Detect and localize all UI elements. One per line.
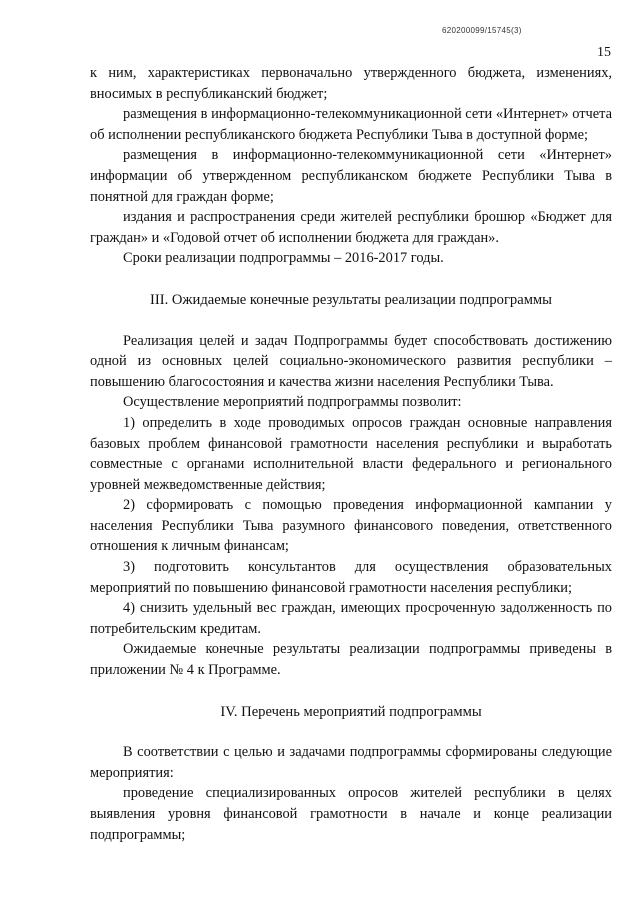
spacer [90,681,612,702]
page-number: 15 [597,45,611,60]
section-heading: IV. Перечень мероприятий подпрограммы [220,703,482,720]
paragraph: Ожидаемые конечные результаты реализации подпрограммы приведены в приложении № 4 к Программе. [90,641,612,679]
list-item: 1) определить в ходе проводимых опросов граждан основные направления базовых проблем финансовой грамотности населения республики и выработать совместные с органами исполнительной власти федерального и регионального уровней межведомственные действия; [90,414,612,493]
paragraph: к ним, характеристиках первоначально утвержденного бюджета, изменениях, вносимых в республиканский бюджет; [90,65,612,102]
spacer [90,269,612,290]
paragraph: проведение специализированных опросов жителей республики в целях выявления уровня финансовой грамотности в начале и конце реализации подпрограммы; [90,785,612,843]
paragraph: Реализация целей и задач Подпрограммы будет способствовать достижению одной из основных целей социально-экономического развития республики – повышению благосостояния и качества жизни населения Республики Тыва. [90,332,612,390]
paragraph: Сроки реализации подпрограммы – 2016-2017 годы. [123,250,444,267]
paragraph: Осуществление мероприятий подпрограммы позволит: [123,394,462,411]
paragraph: издания и распространения среди жителей республики брошюр «Бюджет для граждан» и «Годовой отчет об исполнении бюджета для граждан». [90,209,612,246]
paragraph: размещения в информационно-телекоммуникационной сети «Интернет» информации об утвержденном республиканском бюджете Республики Тыва в понятной для граждан форме; [90,147,612,205]
spacer [90,722,612,742]
paragraph: В соответствии с целью и задачами подпрограммы сформированы следующие мероприятия: [90,744,612,781]
section-heading: III. Ожидаемые конечные результаты реализации подпрограммы [150,291,552,308]
list-item: 4) снизить удельный вес граждан, имеющих просроченную задолженность по потребительским кредитам. [90,600,612,637]
document-id: 620200099/15745(3) [442,26,522,35]
list-item: 3) подготовить консультантов для осуществления образовательных мероприятий по повышению финансовой грамотности населения республики; [90,559,612,596]
spacer [90,311,612,331]
paragraph: размещения в информационно-телекоммуникационной сети «Интернет» отчета об исполнении республиканского бюджета Республики Тыва в доступной форме; [90,106,612,143]
list-item: 2) сформировать с помощью проведения информационной кампании у населения Республики Тыва разумного финансового поведения, ответственного отношения к личным финансам; [90,497,612,555]
document-body [90,63,612,845]
